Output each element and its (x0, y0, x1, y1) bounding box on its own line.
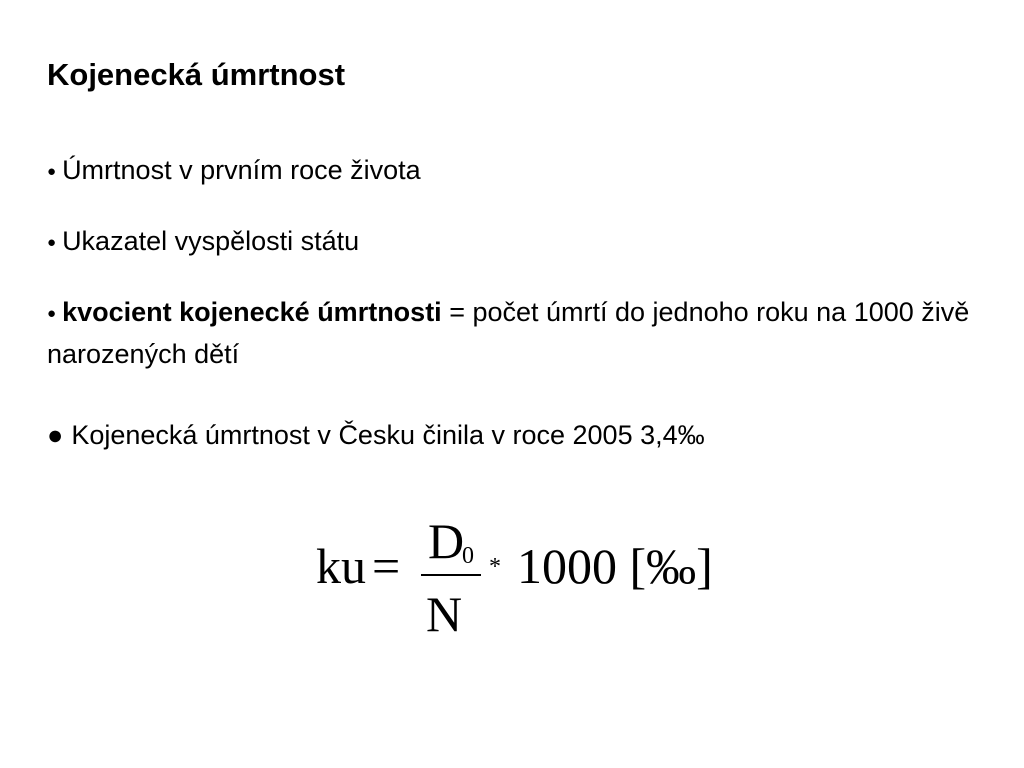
bullet-text: Ukazatel vyspělosti státu (62, 226, 360, 256)
formula-multiplier: 1000 [‰] (517, 538, 713, 594)
formula-denominator: N (426, 586, 463, 642)
formula-operator: * (489, 554, 501, 580)
slide-title: Kojenecká úmrtnost (47, 57, 346, 92)
bullet-bold-term: kvocient kojenecké úmrtnosti (62, 297, 442, 327)
fraction-bar (421, 574, 481, 576)
bullet-text: Kojenecká úmrtnost v Česku činila v roce 2005 3,4‰ (71, 420, 705, 450)
bullet-marker-icon: ● (47, 305, 57, 322)
bullet-marker-icon: ● (47, 163, 57, 180)
formula-equals: = (372, 538, 401, 594)
bullet-text: = počet úmrtí do jednoho roku na 1000 živě narozených dětí (47, 297, 970, 369)
formula-numerator-subscript: 0 (462, 543, 474, 569)
bullet-text: Úmrtnost v prvním roce života (62, 155, 421, 185)
bullet-marker-icon: ● (47, 234, 57, 251)
bullet-marker-icon: ● (47, 420, 64, 450)
formula-numerator: D (428, 513, 465, 569)
formula-lhs: ku (316, 538, 366, 594)
